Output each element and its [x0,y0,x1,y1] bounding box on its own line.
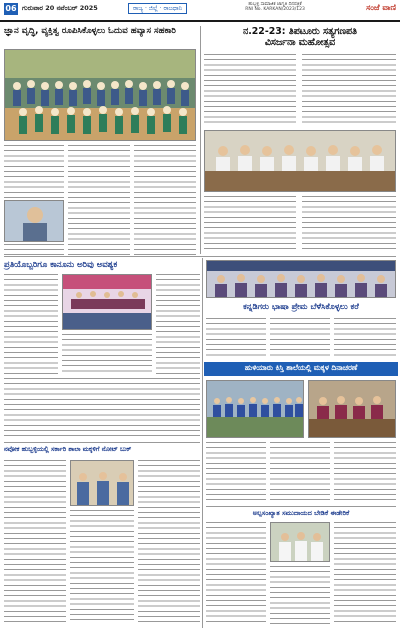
masthead [0,0,400,22]
masthead-info [220,2,330,12]
date-line: ಗುರುವಾರ 20 ನವೆಂಬರ್ 2025 [22,4,98,12]
photo-childrens-day-teachers [308,380,396,438]
photo-notebook-distribution [70,460,134,506]
body-text-notebooks-col-3 [138,460,200,624]
body-text-reading-col-2 [68,145,130,255]
body-text-ganapati-col-1 [204,54,296,126]
body-text-notebooks-col-2 [70,510,134,624]
section-labels: ರಾಜ್ಯ · ಜಿಲ್ಲೆ · ರಾಜಧಾನಿ [128,3,187,14]
body-text-ganapati-col-4 [302,196,396,252]
body-text-kannada-col-2 [270,318,330,358]
body-text-notebooks-col-1 [4,460,66,624]
body-text-kannada-col-1 [206,318,266,358]
section-divider-2 [4,442,200,443]
body-text-childrens-col-2 [270,442,330,502]
body-text-ganapati-col-2 [302,54,396,126]
body-text-childrens-col-1 [206,442,266,502]
headline-legal-awareness: ಪ್ರತಿಯೊಬ್ಬರಿಗೂ ಕಾನೂನು ಅರಿವು ಅವಶ್ಯಕ [4,259,118,269]
body-text-childrens-col-3 [334,442,396,502]
photo-reading-speaker [4,200,64,242]
body-text-reading-col-3 [134,145,196,255]
headline-ganapati-line-2: ವಿಸರ್ಜನಾ ಮಹೋತ್ಸವ [264,36,336,48]
body-text-legal-col-3 [62,334,152,374]
headline-ganapati-line-1: ನ.22-23: ತಿಪಟೂರು ಸತ್ಯಗಣಪತಿ [243,26,357,37]
body-text-minority-col-3 [334,522,396,624]
body-text-kannada-col-3 [334,318,396,358]
page-number: 06 [5,4,17,13]
column-divider-bottom [202,258,203,628]
body-text-legal-col-4 [4,378,200,438]
headline-reading-habit: ಜ್ಞಾನ ವೃದ್ಧಿ, ವ್ಯಕ್ತಿತ್ವ ರೂಪಿಸಿಕೊಳ್ಳಲು ಓದುವ ಹವ್ಯಾಸ ಸಹಕಾರಿ [4,26,176,36]
photo-ganapati-press-meet [204,130,396,192]
body-text-minority-col-2 [270,566,330,624]
headline-kannada-pride: ಕನ್ನಡಿಗರು ಭಾಷಾ ಪ್ರೇಮ ಬೆಳೆಸಿಕೊಳ್ಳಲು ಕರೆ [243,301,359,311]
headline-ganapati-festival [204,27,396,49]
headline-minority-demands: ಅಲ್ಪಸಂಖ್ಯಾತ ಸಮುದಾಯದ ಬೇಡಿಕೆ ಈಡೇರಿಕೆ [252,509,350,517]
masthead-info-line-1: ಹುಬ್ಬಳ್ಳಿ ಸಾಮಾಜಿಕ ಜಾಗೃತಿ ದಿನಪತ್ರಿಕೆ [248,2,302,7]
body-text-minority-col-1 [206,522,266,624]
section-divider-3 [206,506,396,507]
section-divider-1 [4,256,396,257]
photo-minority-meeting [270,522,330,562]
headline-childrens-day: ಹುಳಿಯಾರು ಕಿಸ್ತಿ ಶಾಲೆಯಲ್ಲಿ ಮಕ್ಕಳ ದಿನಾಚರಣೆ [244,363,358,372]
body-text-legal-col-1 [4,274,58,374]
photo-reading-event-group [4,49,196,141]
photo-childrens-day-students [206,380,304,438]
photo-kannada-event [206,260,396,298]
newspaper-brand: ಸಂಜೆ ವಾಣಿ [366,3,396,12]
body-text-ganapati-col-3 [204,196,296,252]
headline-notebooks: ನವೋಕ ಹುಬ್ಬಳ್ಳಿಯಲ್ಲಿ ಸರ್ಕಾರಿ ಶಾಲಾ ಮಕ್ಕಳಿಗೆ ನೋಟ್ ಬುಕ್ [4,445,132,453]
masthead-info-line-2: RNI No. KARKAN/2023/123 [245,7,305,12]
photo-legal-awareness-program [62,274,152,330]
body-text-legal-col-2 [156,274,200,374]
column-divider-top [200,26,201,254]
